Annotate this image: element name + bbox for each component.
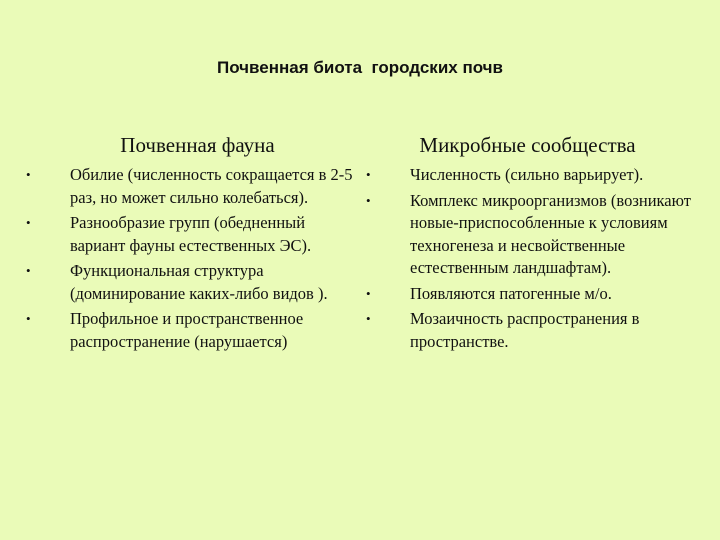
- list-item: [26, 212, 356, 257]
- list-item: [366, 308, 696, 353]
- list-item-text: Мозаичность распространения в пространстве.: [410, 309, 640, 351]
- bullet-icon: •: [26, 263, 31, 278]
- list-item-text: Комплекс микроорганизмов (возникают новые-приспособленные к условиям техногенеза и несвойственные естественным ландшафтам).: [410, 190, 691, 277]
- list-item: [26, 308, 356, 353]
- bullet-icon: •: [366, 167, 371, 182]
- list-item-text: Обилие (численность сокращается в 2-5 раз, но может сильно колебаться).: [70, 165, 353, 207]
- list-item-text: Появляются патогенные м/о.: [410, 283, 612, 303]
- right-bullet-list: [366, 164, 696, 356]
- left-bullet-list: [26, 164, 356, 356]
- list-item: [26, 164, 356, 209]
- bullet-icon: •: [26, 311, 31, 326]
- list-item-text: Функциональная структура (доминирование каких-либо видов ).: [70, 261, 328, 303]
- bullet-icon: •: [26, 167, 31, 182]
- list-item-text: Разнообразие групп (обедненный вариант фауны естественных ЭС).: [70, 213, 312, 255]
- left-column-heading: Почвенная фауна: [120, 133, 275, 157]
- right-column-heading: Микробные сообщества: [419, 133, 636, 157]
- bullet-icon: •: [366, 285, 371, 301]
- list-item: [366, 164, 696, 187]
- list-item: [366, 283, 696, 306]
- list-item: [26, 260, 356, 305]
- list-item: [366, 190, 696, 280]
- bullet-icon: •: [366, 311, 371, 326]
- bullet-icon: •: [366, 192, 371, 208]
- slide-title: Почвенная биота городских почв: [217, 58, 503, 77]
- list-item-text: Численность (сильно варьирует).: [410, 165, 644, 184]
- bullet-icon: •: [26, 215, 31, 230]
- list-item-text: Профильное и пространственное распространение (нарушается): [70, 309, 304, 351]
